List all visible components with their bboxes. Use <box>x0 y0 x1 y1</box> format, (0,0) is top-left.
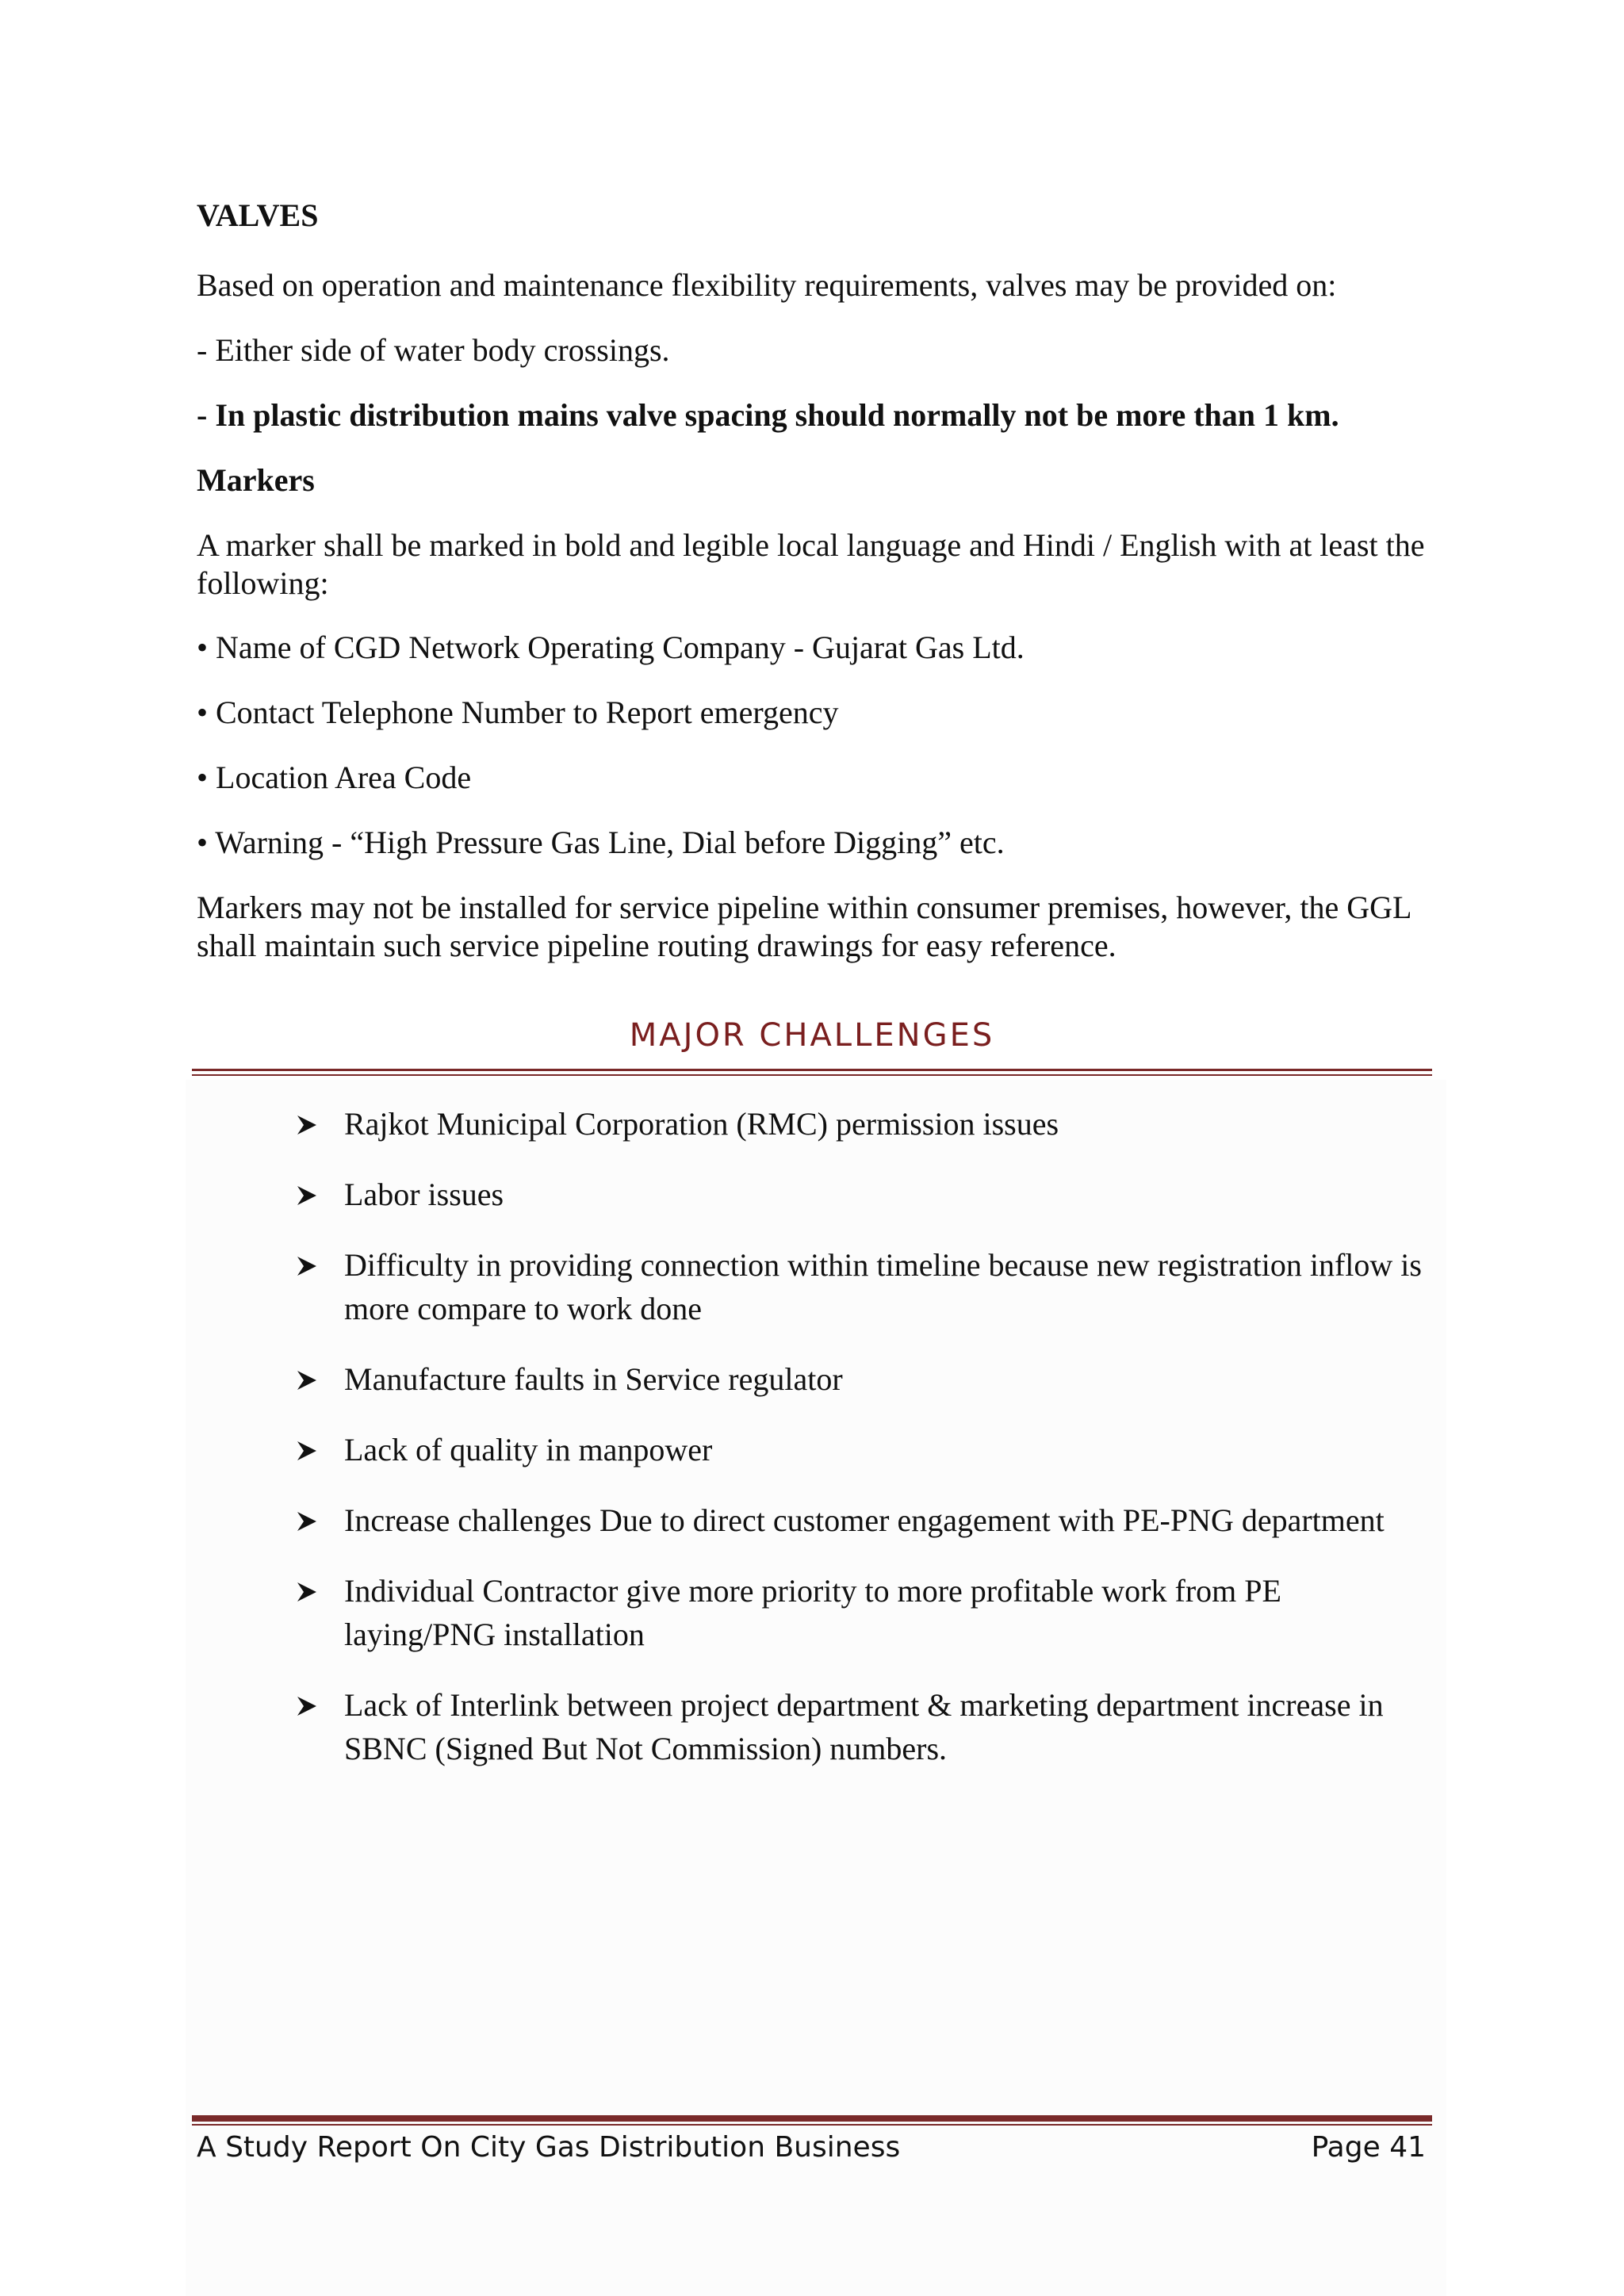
markers-bullet-area-code: • Location Area Code <box>197 760 472 795</box>
challenge-item <box>295 1357 1437 1401</box>
challenge-text: Manufacture faults in Service regulator <box>344 1361 843 1397</box>
valves-item-spacing: - In plastic distribution mains valve spacing should normally not be more than 1 km. <box>197 397 1339 433</box>
markers-intro: A marker shall be marked in bold and legible local language and Hindi / English with at least the following: <box>197 527 1425 601</box>
challenge-item <box>295 1102 1437 1146</box>
valves-item-water-crossing: - Either side of water body crossings. <box>197 332 670 368</box>
challenge-item <box>295 1683 1437 1770</box>
arrow-bullet-icon <box>295 1113 319 1137</box>
markers-heading: Markers <box>197 462 315 498</box>
challenge-item <box>295 1173 1437 1216</box>
challenge-text: Lack of quality in manpower <box>344 1432 713 1468</box>
footer-title: A Study Report On City Gas Distribution Business <box>197 2131 901 2164</box>
challenge-item <box>295 1569 1437 1656</box>
arrow-bullet-icon <box>295 1510 319 1533</box>
markers-bullet-telephone: • Contact Telephone Number to Report emergency <box>197 695 839 730</box>
section-title-major-challenges: MAJOR CHALLENGES <box>629 1017 995 1054</box>
challenge-item <box>295 1428 1437 1471</box>
arrow-bullet-icon <box>295 1184 319 1207</box>
challenge-text: Labor issues <box>344 1177 504 1212</box>
challenges-list <box>295 1102 1437 1797</box>
page-number: Page 41 <box>1311 2131 1426 2164</box>
markers-bullet-company: • Name of CGD Network Operating Company - Gujarat Gas Ltd. <box>197 629 1025 665</box>
valves-intro: Based on operation and maintenance flexibility requirements, valves may be provided on: <box>197 267 1337 303</box>
valves-heading: VALVES <box>197 197 319 233</box>
arrow-bullet-icon <box>295 1694 319 1718</box>
title-rule-top <box>192 1069 1432 1071</box>
challenge-text: Lack of Interlink between project department & marketing department increase in SBNC (Signed But Not Commission) numbers. <box>344 1687 1384 1766</box>
arrow-bullet-icon <box>295 1254 319 1278</box>
markers-bullet-warning: • Warning - “High Pressure Gas Line, Dial before Digging” etc. <box>197 825 1005 860</box>
challenge-item <box>295 1243 1437 1330</box>
footer-rule-thin <box>192 2124 1432 2126</box>
arrow-bullet-icon <box>295 1368 319 1392</box>
markers-note: Markers may not be installed for service pipeline within consumer premises, however, the GGL shall maintain such service pipeline routing drawings for easy reference. <box>197 890 1411 963</box>
challenge-text: Increase challenges Due to direct customer engagement with PE-PNG department <box>344 1502 1385 1538</box>
challenge-item <box>295 1498 1437 1542</box>
title-rule-bottom <box>192 1074 1432 1076</box>
challenge-text: Individual Contractor give more priority to more profitable work from PE laying/PNG installation <box>344 1573 1281 1652</box>
challenge-text: Rajkot Municipal Corporation (RMC) permission issues <box>344 1106 1059 1142</box>
arrow-bullet-icon <box>295 1439 319 1463</box>
footer-rule-thick <box>192 2115 1432 2122</box>
arrow-bullet-icon <box>295 1580 319 1604</box>
challenge-text: Difficulty in providing connection within timeline because new registration inflow is more compare to work done <box>344 1247 1422 1326</box>
